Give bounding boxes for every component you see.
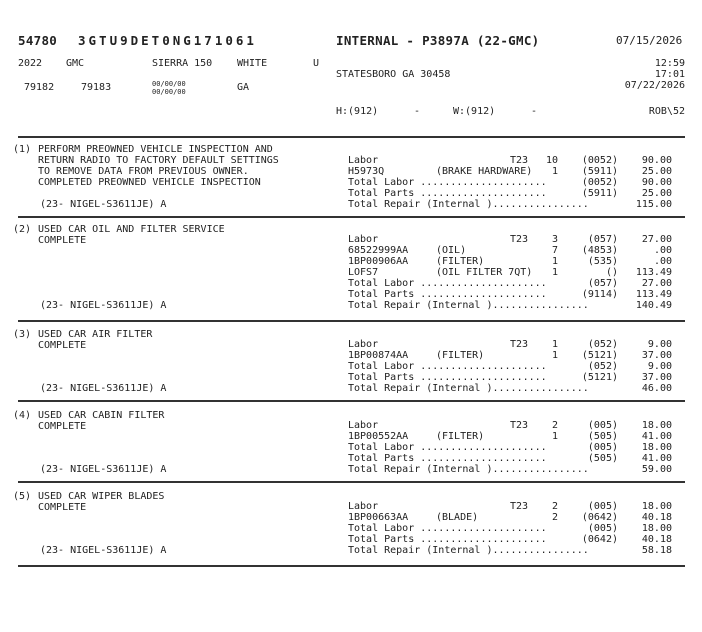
line-item-qty: 1 — [551, 267, 558, 278]
section-number: (5) — [13, 491, 32, 502]
technician-code: (23- NIGEL-S3611JE) A — [40, 300, 167, 311]
section-description-line: COMPLETE — [38, 235, 87, 246]
section-number: (1) — [13, 144, 32, 155]
line-item-label: Total Repair (Internal )................ — [348, 199, 589, 210]
line-item-label: Total Labor ..................... — [348, 177, 547, 188]
line-item-code: (052) — [587, 339, 618, 350]
line-item-description: (BLADE) — [436, 512, 479, 523]
line-item-label: Total Labor ..................... — [348, 523, 547, 534]
line-item-code: (5911) — [581, 166, 618, 177]
line-item-amount: 18.00 — [641, 501, 672, 512]
technician-code: (23- NIGEL-S3611JE) A — [40, 383, 167, 394]
vehicle-year: 2022 — [18, 58, 43, 69]
line-item-amount: 18.00 — [641, 442, 672, 453]
section-description-line: RETURN RADIO TO FACTORY DEFAULT SETTINGS — [38, 155, 279, 166]
line-item-amount: 27.00 — [641, 234, 672, 245]
section-divider — [18, 565, 685, 567]
line-item-amount: 59.00 — [641, 464, 672, 475]
line-item-amount: 27.00 — [641, 278, 672, 289]
line-item-amount: 113.49 — [635, 289, 672, 300]
vin-number: 3GTU9DET0NG171061 — [78, 33, 257, 48]
line-item-label: Labor — [348, 420, 379, 431]
line-item-code: (0052) — [581, 155, 618, 166]
line-item-amount: 90.00 — [641, 177, 672, 188]
line-item-label: 1BP00552AA — [348, 431, 409, 442]
line-item-label: 1BP00663AA — [348, 512, 409, 523]
line-item-tech: T23 — [510, 155, 529, 166]
small-date-2: 00/00/00 — [152, 88, 186, 96]
line-item-qty: 10 — [545, 155, 558, 166]
line-item-qty: 1 — [551, 166, 558, 177]
location: STATESBORO GA 30458 — [336, 69, 451, 80]
line-item-amount: 18.00 — [641, 523, 672, 534]
line-item-amount: 40.18 — [641, 534, 672, 545]
line-item-code: (052) — [587, 361, 618, 372]
line-item-tech: T23 — [510, 501, 529, 512]
line-item-qty: 7 — [551, 245, 558, 256]
section-description-line: USED CAR AIR FILTER — [38, 329, 153, 340]
line-item-code: (4853) — [581, 245, 618, 256]
line-item-amount: 25.00 — [641, 188, 672, 199]
line-item-amount: 25.00 — [641, 166, 672, 177]
line-item-qty: 2 — [551, 501, 558, 512]
line-item-label: Labor — [348, 501, 379, 512]
line-item-label: H5973Q — [348, 166, 385, 177]
line-item-description: (FILTER) — [436, 431, 485, 442]
line-item-code: () — [605, 267, 618, 278]
section-description-line: COMPLETE — [38, 421, 87, 432]
line-item-code: (0642) — [581, 534, 618, 545]
line-item-code: (005) — [587, 501, 618, 512]
vehicle-make: GMC — [66, 58, 85, 69]
line-item-code: (057) — [587, 278, 618, 289]
line-item-code: (005) — [587, 420, 618, 431]
account-number: 79183 — [81, 82, 112, 93]
line-item-description: (OIL) — [436, 245, 467, 256]
line-item-label: Total Repair (Internal )................ — [348, 464, 589, 475]
section-divider — [18, 320, 685, 322]
line-item-amount: 40.18 — [641, 512, 672, 523]
line-item-qty: 2 — [551, 420, 558, 431]
line-item-amount: 58.18 — [641, 545, 672, 556]
line-item-code: (057) — [587, 234, 618, 245]
section-description-line: PERFORM PREOWNED VEHICLE INSPECTION AND — [38, 144, 273, 155]
time-out: 17:01 — [654, 69, 685, 80]
line-item-code: (5121) — [581, 350, 618, 361]
advisor-code: ROB\52 — [648, 106, 685, 117]
section-description-line: USED CAR OIL AND FILTER SERVICE — [38, 224, 225, 235]
stock-number: 54780 — [18, 33, 58, 48]
line-item-label: LOFS7 — [348, 267, 379, 278]
line-item-amount: 9.00 — [647, 361, 672, 372]
line-item-code: (005) — [587, 442, 618, 453]
technician-code: (23- NIGEL-S3611JE) A — [40, 464, 167, 475]
line-item-tech: T23 — [510, 339, 529, 350]
line-item-amount: 41.00 — [641, 431, 672, 442]
line-item-label: Total Repair (Internal )................ — [348, 545, 589, 556]
technician-code: (23- NIGEL-S3611JE) A — [40, 545, 167, 556]
work-phone: W:(912) — [453, 106, 496, 117]
line-item-code: (505) — [587, 453, 618, 464]
header-date: 07/15/2026 — [616, 34, 683, 47]
line-item-label: Labor — [348, 155, 379, 166]
section-number: (4) — [13, 410, 32, 421]
line-item-code: (505) — [587, 431, 618, 442]
home-phone: H:(912) — [336, 106, 379, 117]
line-item-code: (5911) — [581, 188, 618, 199]
line-item-amount: 41.00 — [641, 453, 672, 464]
line-item-label: Total Parts ..................... — [348, 289, 547, 300]
line-item-amount: 46.00 — [641, 383, 672, 394]
document-title: INTERNAL - P3897A (22-GMC) — [336, 33, 540, 48]
line-item-amount: .00 — [653, 245, 672, 256]
line-item-label: 68522999AA — [348, 245, 409, 256]
line-item-qty: 2 — [551, 512, 558, 523]
line-item-amount: 90.00 — [641, 155, 672, 166]
line-item-amount: 37.00 — [641, 372, 672, 383]
technician-code: (23- NIGEL-S3611JE) A — [40, 199, 167, 210]
line-item-qty: 1 — [551, 339, 558, 350]
line-item-code: (0642) — [581, 512, 618, 523]
line-item-description: (OIL FILTER 7QT) — [436, 267, 533, 278]
line-item-amount: .00 — [653, 256, 672, 267]
line-item-label: Total Parts ..................... — [348, 372, 547, 383]
line-item-label: Total Parts ..................... — [348, 534, 547, 545]
line-item-label: Labor — [348, 234, 379, 245]
time-in: 12:59 — [654, 58, 685, 69]
line-item-tech: T23 — [510, 420, 529, 431]
vehicle-flag: U — [313, 58, 320, 69]
line-item-amount: 115.00 — [635, 199, 672, 210]
line-item-code: (9114) — [581, 289, 618, 300]
line-item-label: Total Parts ..................... — [348, 188, 547, 199]
section-number: (3) — [13, 329, 32, 340]
line-item-amount: 113.49 — [635, 267, 672, 278]
promised-date: 07/22/2026 — [624, 80, 685, 91]
line-item-label: Total Labor ..................... — [348, 361, 547, 372]
line-item-qty: 1 — [551, 256, 558, 267]
line-item-label: Labor — [348, 339, 379, 350]
section-description-line: COMPLETED PREOWNED VEHICLE INSPECTION — [38, 177, 261, 188]
section-divider — [18, 400, 685, 402]
line-item-amount: 18.00 — [641, 420, 672, 431]
line-item-label: 1BP00906AA — [348, 256, 409, 267]
line-item-code: (535) — [587, 256, 618, 267]
section-description-line: TO REMOVE DATA FROM PREVIOUS OWNER. — [38, 166, 249, 177]
line-item-amount: 140.49 — [635, 300, 672, 311]
small-date-1: 00/00/00 — [152, 80, 186, 88]
line-item-code: (5121) — [581, 372, 618, 383]
line-item-label: Total Parts ..................... — [348, 453, 547, 464]
line-item-label: 1BP00874AA — [348, 350, 409, 361]
vehicle-model: SIERRA 150 — [152, 58, 213, 69]
state: GA — [237, 82, 250, 93]
line-item-label: Total Repair (Internal )................ — [348, 383, 589, 394]
line-item-label: Total Labor ..................... — [348, 442, 547, 453]
customer-number: 79182 — [24, 82, 55, 93]
line-item-label: Total Repair (Internal )................ — [348, 300, 589, 311]
line-item-label: Total Labor ..................... — [348, 278, 547, 289]
line-item-qty: 3 — [551, 234, 558, 245]
section-number: (2) — [13, 224, 32, 235]
section-description-line: COMPLETE — [38, 502, 87, 513]
section-description-line: USED CAR WIPER BLADES — [38, 491, 165, 502]
line-item-qty: 1 — [551, 431, 558, 442]
line-item-description: (FILTER) — [436, 350, 485, 361]
line-item-description: (FILTER) — [436, 256, 485, 267]
section-divider — [18, 136, 685, 138]
line-item-code: (005) — [587, 523, 618, 534]
line-item-qty: 1 — [551, 350, 558, 361]
line-item-description: (BRAKE HARDWARE) — [436, 166, 533, 177]
home-phone-dash: - — [414, 106, 421, 117]
work-phone-dash: - — [531, 106, 538, 117]
line-item-amount: 37.00 — [641, 350, 672, 361]
section-divider — [18, 216, 685, 218]
line-item-tech: T23 — [510, 234, 529, 245]
vehicle-color: WHITE — [237, 58, 268, 69]
section-description-line: USED CAR CABIN FILTER — [38, 410, 165, 421]
section-divider — [18, 481, 685, 483]
section-description-line: COMPLETE — [38, 340, 87, 351]
line-item-code: (0052) — [581, 177, 618, 188]
line-item-amount: 9.00 — [647, 339, 672, 350]
